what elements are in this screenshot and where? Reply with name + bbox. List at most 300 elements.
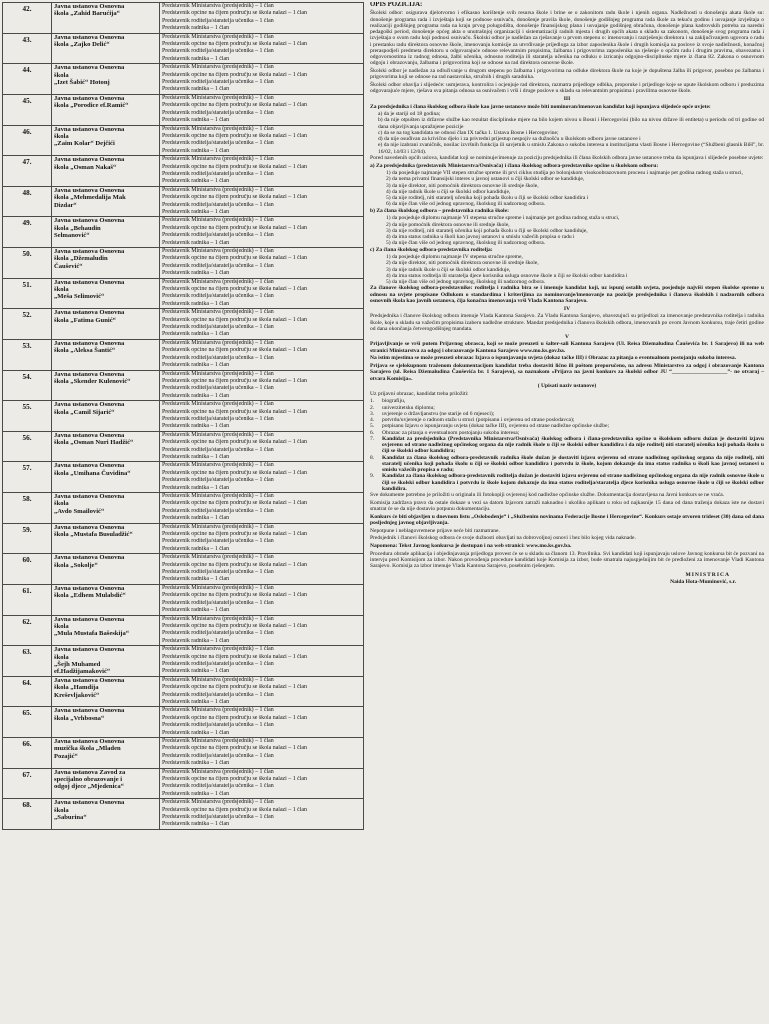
school-name-cell — [52, 462, 160, 493]
board-member-line: Predstavnik radnika – 1 član — [162, 453, 230, 460]
board-members-cell — [160, 493, 364, 524]
table-row — [3, 64, 364, 95]
school-name-cell — [52, 768, 160, 799]
school-name-line: škola „Sokolje“ — [54, 561, 98, 569]
board-members-cell — [160, 370, 364, 401]
paragraph-special-conditions: Pored navedenih općih uslova, kandidat koji se nominuje/imenuje za poziciju predsjednika ili člana školskih odbora javne ustanove treba da ispunjava i slijedeće posebne uvjete: — [370, 154, 764, 161]
attachment-number: 2. — [370, 404, 375, 411]
school-name-cell — [52, 94, 160, 125]
board-member-line: Predstavnik roditelja/staratelja učenika – 1 član — [162, 660, 274, 667]
school-name-line: Kreševljaković“ — [54, 691, 100, 699]
board-member-line: Predstavnik općine na čijem području se škola nalazi – 1 član — [162, 684, 307, 691]
school-name-line: odgoj djece „Mjedenica“ — [54, 783, 124, 791]
board-member-line: Predstavnik općine na čijem području se škola nalazi – 1 član — [162, 469, 307, 476]
school-name-line: škola „Fatima Gunić“ — [54, 316, 116, 324]
school-number: 50. — [3, 248, 52, 279]
school-name-line: Javna ustanova Osnovna — [54, 676, 125, 684]
school-name-line: škola „Mustafa Busuladžić“ — [54, 531, 133, 539]
school-name-line: Javna ustanova Osnovna — [54, 646, 125, 654]
attachment-item — [370, 455, 764, 474]
board-member-line: Predstavnik radnika – 1 član — [162, 208, 230, 215]
board-member-line: Predstavnik radnika – 1 član — [162, 484, 230, 491]
school-name-line: Selmanović“ — [54, 232, 90, 240]
school-name-line: muzička škola „Mladen — [54, 745, 121, 753]
board-member-line: Predstavnik Ministarstva (predsjednik) – 1 član — [162, 738, 274, 744]
board-members-cell — [160, 615, 364, 646]
board-member-line: Predstavnik roditelja/staratelja učenika – 1 član — [162, 109, 274, 116]
board-member-line: Predstavnik roditelja/staratelja učenika – 1 član — [162, 262, 274, 269]
board-member-line: Predstavnik Ministarstva (predsjednik) – 1 član — [162, 584, 274, 591]
school-name-cell — [52, 156, 160, 187]
table-row — [3, 554, 364, 585]
school-name-line: Javna ustanova Osnovna — [54, 370, 125, 378]
school-name-cell — [52, 584, 160, 615]
school-name-line: Javna ustanova Osnovna — [54, 738, 125, 745]
attachment-text: potpisanu Izjavu o ispunjavanju uvjeta (dokaz tačke III), ovjerenu od strane nadležne općinske službe; — [382, 423, 610, 430]
board-members-cell — [160, 125, 364, 156]
section-number-iii: III — [563, 96, 571, 103]
board-member-line: Predstavnik roditelja/staratelja učenika – 1 član — [162, 814, 274, 821]
list-item: 3) da nije radnik škole u čiji se školski odbor kandiduje, — [386, 266, 511, 273]
section-heading: OPIS POZICIJA: — [370, 2, 423, 8]
school-number: 45. — [3, 94, 52, 125]
school-name-cell — [52, 278, 160, 309]
school-name-line: Javna ustanova Osnovna — [54, 33, 125, 41]
school-name-line: „Saburina“ — [54, 814, 87, 822]
school-name-line: Javna ustanova Osnovna — [54, 339, 125, 347]
table-row — [3, 615, 364, 646]
school-name-line: „Zaim Kolar“ Dejčići — [54, 140, 115, 148]
board-member-line: Predstavnik Ministarstva (predsjednik) – 1 član — [162, 248, 274, 254]
board-member-line: Predstavnik općine na čijem području se škola nalazi – 1 član — [162, 500, 307, 507]
board-member-line: Predstavnik općine na čijem području se škola nalazi – 1 član — [162, 255, 307, 262]
board-member-line: Predstavnik radnika – 1 član — [162, 55, 230, 62]
table-row — [3, 493, 364, 524]
board-member-line: Predstavnik radnika – 1 član — [162, 821, 230, 828]
list-item: 5) da nije član više od jednog upravnog, školskog ili nadzornog odbora. — [386, 279, 546, 286]
list-item: 2) da nema privatni finansijski interes u javnoj ustanovi u čiji školski odbor se kandiduje, — [386, 176, 585, 183]
school-board-table — [2, 2, 364, 830]
table-row — [3, 676, 364, 707]
school-name-line: Javna ustanova Osnovna — [54, 309, 125, 317]
board-member-line: Predstavnik općine na čijem području se škola nalazi – 1 član — [162, 776, 307, 783]
school-number: 63. — [3, 646, 52, 677]
list-item: 6) da nije član više od jednog upravnog, školskog ili nadzornog odbora. — [386, 201, 546, 208]
paragraph-note-website: Napomena: Tekst Javnog konkursa je dostupan i na web stranici: www.mo.ks.gov.ba. — [370, 542, 572, 549]
school-name-cell — [52, 217, 160, 248]
school-name-line: škola — [54, 286, 69, 294]
board-members-cell — [160, 217, 364, 248]
school-name-line: škola „Camil Sijarić“ — [54, 408, 115, 416]
attachment-number: 3. — [370, 410, 375, 417]
board-members-cell — [160, 33, 364, 64]
school-name-cell — [52, 64, 160, 95]
board-member-line: Predstavnik radnika – 1 član — [162, 239, 230, 246]
attachment-text: univerzitetsku diplomu; — [382, 404, 435, 411]
board-members-cell — [160, 64, 364, 95]
board-member-line: Predstavnik Ministarstva (predsjednik) – 1 član — [162, 94, 274, 101]
board-member-line: Predstavnik roditelja/staratelja učenika – 1 član — [162, 477, 274, 484]
paragraph-publication: Konkurs će biti objavljen u dnevnom listu „Oslobođenje“ i „Službenim novinama Federacije Bosne i Hercegovine“. Konkurs ostaje otvoren trideset (30) dana od dana posljednjeg javnog objavljivanja. — [370, 513, 764, 526]
attachment-number: 4. — [370, 417, 375, 424]
board-member-line: Predstavnik roditelja/staratelja učenika – 1 član — [162, 446, 274, 453]
list-item: 3) da nije direktor, niti pomoćnik direktora osnovne ili srednje škole, — [386, 182, 539, 189]
school-name-line: Javna ustanova Osnovna — [54, 156, 125, 164]
school-name-cell — [52, 707, 160, 738]
table-row — [3, 156, 364, 187]
paragraph-second-instance: Školski odbor je nadležan za odlučivanje u drugom stepenu po žalbama i prigovorima na odluke direktora škole na koje je dopuštena žalba ili prigovor, posebno po žalbama i prigovorima koji se odnose na rad nastavnika, stručnih i drugih saradnika. — [370, 67, 764, 81]
board-member-line: Predstavnik Ministarstva (predsjednik) – 1 član — [162, 462, 274, 469]
board-member-line: Predstavnik radnika – 1 član — [162, 545, 230, 552]
board-member-line: Predstavnik Ministarstva (predsjednik) – 1 član — [162, 186, 274, 193]
list-item: 3) da nije roditelj, niti staratelj učenika koji pohađa školu u čiji se školski odbor kandiduje, — [386, 227, 588, 234]
school-name-line: Javna ustanova Osnovna — [54, 615, 125, 623]
school-number: 47. — [3, 156, 52, 187]
board-member-line: Predstavnik radnika – 1 član — [162, 637, 230, 644]
board-member-line: Predstavnik roditelja/staratelja učenika – 1 član — [162, 385, 274, 392]
school-number: 51. — [3, 278, 52, 309]
board-member-line: Predstavnik roditelja/staratelja učenika – 1 član — [162, 783, 274, 790]
school-number: 55. — [3, 401, 52, 432]
board-member-line: Predstavnik radnika – 1 član — [162, 790, 230, 797]
school-name-line: „Mula Mustafa Bašeskija“ — [54, 630, 130, 638]
board-member-line: Predstavnik radnika – 1 član — [162, 423, 230, 430]
list-item: 5) da nije roditelj, niti staratelj učenika koji pohađa školu u čiji se školski odbor kandidira i — [386, 195, 589, 202]
attachment-text: Obrazac za pitanja o eventualnom postojanju sukoba interesa; — [382, 429, 520, 436]
board-members-cell — [160, 156, 364, 187]
school-name-line: škola — [54, 806, 69, 814]
school-name-line: Dizdar“ — [54, 201, 77, 209]
board-member-line: Predstavnik Ministarstva (predsjednik) – 1 član — [162, 278, 274, 285]
school-name-line: Javna ustanova Osnovna — [54, 64, 125, 72]
school-name-line: škola „Behaudin — [54, 224, 101, 232]
school-number: 68. — [3, 799, 52, 830]
board-member-line: Predstavnik Ministarstva (predsjednik) – 1 član — [162, 64, 274, 71]
board-member-line: Predstavnik roditelja/staratelja učenika – 1 član — [162, 48, 274, 55]
attachment-item — [370, 473, 764, 492]
board-member-line: Predstavnik radnika – 1 član — [162, 300, 230, 307]
school-name-line: Javna ustanova Osnovna — [54, 462, 125, 470]
table-row — [3, 248, 364, 279]
board-member-line: Predstavnik roditelja/staratelja učenika – 1 član — [162, 538, 274, 545]
table-row — [3, 217, 364, 248]
board-members-cell — [160, 278, 364, 309]
board-member-line: Predstavnik radnika – 1 član — [162, 607, 230, 614]
paragraph-commission-rights: Komisija zadržava pravo da ostale dokaze u vezi sa datom Izjavom zatraži naknadno i ukoliko aplikant u roku od najkasnije 15 dana od dana traženja dokaza iste ne dostavi smatrat će se da nije dostavio potpunu dokumentaciju. — [370, 499, 764, 513]
attachment-text: Kandidat za predsjednika (Predstavnika Ministarstva/Osnivača) školskog odbora i člana-predstavnika općine u školskom odboru dužan je dostaviti izjavu ovjerenu od strane nadležnog općinskog organa da nije radnik škole u čiji se školski odbor kandidira i da nije roditelj niti staratelj učenika koji pohađa školu u čiji se školski odbor kandidira; — [382, 435, 764, 455]
list-item: 1) da posjeduje diplomu najmanje VI stepena stručne spreme i najmanje pet godina radnog staža u struci, — [386, 215, 620, 222]
attachment-text: biografiju, — [382, 398, 406, 405]
subsection-c-title: c) Za člana školskog odbora-predstavnika roditelja: — [370, 246, 493, 253]
section-number-iv: IV — [563, 306, 571, 313]
table-row — [3, 707, 364, 738]
board-member-line: Predstavnik roditelja/staratelja učenika – 1 član — [162, 569, 274, 576]
board-member-line: Predstavnik Ministarstva (predsjednik) – 1 član — [162, 707, 274, 714]
board-member-line: Predstavnik općine na čijem području se škola nalazi – 1 član — [162, 132, 307, 139]
board-member-line: Predstavnik Ministarstva (predsjednik) – 1 član — [162, 493, 274, 499]
table-row — [3, 125, 364, 156]
board-member-line: Predstavnik roditelja/staratelja učenika – 1 član — [162, 293, 274, 300]
board-member-line: Predstavnik Ministarstva (predsjednik) – 1 član — [162, 799, 274, 806]
school-name-line: Javna ustanova Osnovna — [54, 523, 125, 531]
school-name-line: Javna ustanova Osnovna — [54, 125, 125, 133]
paragraph-other-duties: Školski odbor obavlja i slijedeće: usmjerava, kontrolira i ocjenjuje rad direktora, razmatra prijedloge odbika, proporuke i prijedloge koje se upute školskom odboru i preduzima odgovarajuće mjere, rješava sva pitanja odnosa sa osnivačem i vrši i druge poslove u skladu sa relevantnim propisima i pravilima osnovne škole. — [370, 81, 764, 95]
school-number: 54. — [3, 370, 52, 401]
school-name-line: škola — [54, 500, 69, 508]
school-name-line: škola „Skender Kulenović“ — [54, 377, 131, 385]
school-name-line: „Šejh Muhamed — [54, 660, 101, 668]
board-member-line: Predstavnik Ministarstva (predsjednik) – 1 član — [162, 339, 274, 346]
table-row — [3, 523, 364, 554]
list-item: a) da je stariji od 18 godina; — [378, 111, 441, 118]
paragraph-statement-forms: Na istim mjestima se može preuzeti obrazac Izjava o ispunjavanju uvjeta (dokaz tačke III) i Obrazac za pitanja o eventualnom postojanju sukoba interesa. — [370, 355, 737, 362]
table-row — [3, 462, 364, 493]
school-name-line: škola „Zahid Barućija“ — [54, 10, 120, 18]
table-row — [3, 3, 364, 34]
school-name-cell — [52, 186, 160, 217]
board-member-line: Predstavnik roditelja/staratelja učenika – 1 član — [162, 507, 274, 514]
school-name-line: škola „Džemaludin — [54, 255, 108, 263]
board-member-line: Predstavnik općine na čijem području se škola nalazi – 1 član — [162, 561, 307, 568]
school-name-line: „Izet Šabić“ Hotonj — [54, 79, 110, 87]
section-number-v: V — [564, 334, 569, 341]
school-name-line: Pozajić“ — [54, 752, 78, 760]
school-number: 58. — [3, 493, 52, 524]
position-description-column — [370, 2, 764, 1022]
school-name-line: ef.Hadžijamaković“ — [54, 668, 111, 676]
board-member-line: Predstavnik općine na čijem području se škola nalazi – 1 član — [162, 745, 307, 752]
school-name-line: Javna ustanova Osnovna — [54, 3, 125, 10]
table-row — [3, 309, 364, 340]
school-name-cell — [52, 431, 160, 462]
paragraph-attachments-intro: Uz prijavni obrazac, kandidat treba priložiti: — [370, 390, 469, 397]
school-name-line: Javna ustanova Osnovna — [54, 186, 125, 194]
board-member-line: Predstavnik radnika – 1 član — [162, 576, 230, 583]
board-member-line: Predstavnik Ministarstva (predsjednik) – 1 član — [162, 554, 274, 561]
school-number: 43. — [3, 33, 52, 64]
list-item: e) da nije izabrani zvaničnik, nosilac izvršnih funkcija ili savjetnik u smislu Zakona o sukobu interesa u institucijama vlasti Bosne i Hercegovine (“Službeni glasnik BiH”, br. 16/02, 14/03 i 12/04). — [378, 142, 764, 155]
paragraph-incomplete-applications: Nepotpune i neblagovremene prijave neće biti razmatrane. — [370, 527, 500, 534]
board-member-line: Predstavnik radnika – 1 član — [162, 117, 230, 124]
board-member-line: Predstavnik radnika – 1 član — [162, 25, 230, 32]
board-member-line: Predstavnik općine na čijem području se škola nalazi – 1 član — [162, 163, 307, 170]
board-member-line: Predstavnik općine na čijem području se škola nalazi – 1 član — [162, 592, 307, 599]
board-member-line: Predstavnik općine na čijem području se škola nalazi – 1 član — [162, 194, 307, 201]
school-number: 44. — [3, 64, 52, 95]
board-member-line: Predstavnik roditelja/staratelja učenika – 1 član — [162, 354, 274, 361]
board-members-cell — [160, 707, 364, 738]
board-member-line: Predstavnik Ministarstva (predsjednik) – 1 član — [162, 33, 274, 40]
board-member-line: Predstavnik roditelja/staratelja učenika – 1 član — [162, 691, 274, 698]
board-members-cell — [160, 431, 364, 462]
school-name-cell — [52, 401, 160, 432]
board-member-line: Predstavnik roditelja/staratelja učenika – 1 član — [162, 722, 274, 729]
board-member-line: Predstavnik općine na čijem području se škola nalazi – 1 član — [162, 347, 307, 354]
paragraph-procedure: Procedura obrade aplikacija i objedinjavanja prijedloga provest će se u skladu sa članom 13. Pravilnika. Svi kandidati koji ispunjavaju uslove Javnog konkursa bit će pozvani na intervju pred Komisijom za izbor. Nakon provođenja procedure kandidati koje Komisija za izbor, bude smatrala najuspješnijim bit će predloženi za imenovanje Vladi Kantona Sarajevo. Komisija za izbor imenuje Vlada Kantona Sarajevo, posebnim rješenjem. — [370, 550, 764, 570]
institution-name-hint: ( Upisati naziv ustanove) — [537, 383, 597, 390]
paragraph-voluntary-basis: Predsjednik i članovi školskog odbora će svoje dužnosti obavljati na dobrovoljnoj osnovi i bez bilo kojeg vida naknade. — [370, 535, 636, 542]
board-member-line: Predstavnik općine na čijem području se škola nalazi – 1 član — [162, 806, 307, 813]
attachment-number: 9. — [370, 473, 375, 480]
board-members-cell — [160, 799, 364, 830]
board-member-line: Predstavnik Ministarstva (predsjednik) – 1 član — [162, 370, 274, 377]
school-name-line: škola „Vrhbosna“ — [54, 714, 105, 722]
board-members-cell — [160, 676, 364, 707]
board-member-line: Predstavnik Ministarstva (predsjednik) – 1 član — [162, 676, 274, 683]
school-number: 53. — [3, 339, 52, 370]
board-member-line: Predstavnik Ministarstva (predsjednik) – 1 član — [162, 217, 274, 224]
school-name-line: Javna ustanova Osnovna — [54, 94, 125, 102]
paragraph-application-form: Prijavljivanje se vrši putem Prijavnog obrasca, koji se može preuzeti u šalter-sali Kantona Sarajevo (Ul. Reisa Džemaludina Čauševića br. 1 Sarajevo) ili na web stranici Ministarstva za odgoj i obrazovanje Kantona Sarajevo www.mo.ks.gov.ba. — [370, 341, 764, 354]
school-name-cell — [52, 339, 160, 370]
paragraph-documents-originals: Sve dokumente potrebno je priložiti u originalu ili fotokopiji ovjerenoj kod nadležne općinske službe. Dokumentacija dostavljena na Javni konkurs se ne vraća. — [370, 492, 725, 499]
school-name-line: Javna ustanova Osnovna — [54, 799, 125, 807]
school-name-line: škola „Edhem Mulabdić“ — [54, 592, 126, 600]
school-name-line: škola „Mehmedalija Mak — [54, 194, 126, 202]
school-name-cell — [52, 799, 160, 830]
board-member-line: Predstavnik općine na čijem području se škola nalazi – 1 član — [162, 316, 307, 323]
table-row — [3, 278, 364, 309]
subsection-a-title: a) Za predsjednika (predstavnik Ministarstva/Osnivača) i člana školskog odbora-predstavnike općine u školskom odboru: — [370, 162, 659, 169]
table-row — [3, 799, 364, 830]
school-name-line: škola „Zajko Delić“ — [54, 41, 110, 49]
school-number: 57. — [3, 462, 52, 493]
board-member-line: Predstavnik radnika – 1 član — [162, 392, 230, 399]
school-name-line: Javna ustanova Osnovna — [54, 431, 125, 439]
board-member-line: Predstavnik Ministarstva (predsjednik) – 1 član — [162, 3, 274, 9]
attachment-text: Kandidat za člana školskog odbora-predstavnik roditelja dužan je dostaviti izjavu ovjerenu od strane nadležnog općinskog organa da nije radnik osnovne škole u čiji se školski odbor kandidira i potvrdu iz škole kojom dokazuje da ima status roditelja/staratelja djece korisnika usluga osnovne škole u čiji se školski odbor kandidira. — [382, 473, 764, 492]
school-name-line: „Meša Selimović“ — [54, 293, 105, 301]
signature-title: MINISTRICA — [685, 572, 730, 579]
attachment-number: 6. — [370, 429, 375, 436]
school-number: 67. — [3, 768, 52, 799]
school-name-cell — [52, 125, 160, 156]
school-number: 49. — [3, 217, 52, 248]
table-row — [3, 768, 364, 799]
school-name-line: Javna ustanova Osnovna — [54, 401, 125, 409]
board-member-line: Predstavnik roditelja/staratelja učenika – 1 član — [162, 170, 274, 177]
attachment-number: 5. — [370, 423, 375, 430]
board-member-line: Predstavnik općine na čijem području se škola nalazi – 1 član — [162, 286, 307, 293]
board-member-line: Predstavnik roditelja/staratelja učenika – 1 član — [162, 232, 274, 239]
list-item: b) da nije otpušten iz državne službe kao rezultat disciplinske mjere na bilo kojem nivou u Bosni i Hercegovini (bilo na nivou države ili entiteta) u periodu od tri godine od dana objavljivanja upražnjene pozicije — [378, 117, 764, 130]
list-item: c) da se na tog kandidata ne odnosi član IX tačka 1. Ustava Bosne i Hercegovine; — [378, 129, 559, 136]
school-name-cell — [52, 370, 160, 401]
list-item: 1) da posjeduje diplomu najmanje IV stepena stručne spreme, — [386, 254, 523, 261]
school-name-line: škola „Umihana Čuvidina“ — [54, 469, 131, 477]
board-members-cell — [160, 646, 364, 677]
school-number: 59. — [3, 523, 52, 554]
board-member-line: Predstavnik općine na čijem području se škola nalazi – 1 član — [162, 653, 307, 660]
attachment-text: potvrdu/uvjerenje o radnom stažu u struci (potpisanu i ovjerenu od strane poslodavca); — [382, 417, 575, 424]
board-member-line: Predstavnik roditelja/staratelja učenika – 1 član — [162, 630, 274, 637]
board-member-line: Predstavnik općine na čijem području se škola nalazi – 1 član — [162, 439, 307, 446]
school-name-cell — [52, 615, 160, 646]
school-name-line: škola — [54, 622, 69, 630]
subsection-c-list — [370, 254, 764, 285]
board-member-line: Predstavnik općine na čijem području se škola nalazi – 1 član — [162, 714, 307, 721]
board-member-line: Predstavnik općine na čijem području se škola nalazi – 1 član — [162, 622, 307, 629]
board-member-line: Predstavnik roditelja/staratelja učenika – 1 član — [162, 201, 274, 208]
school-number: 66. — [3, 738, 52, 769]
board-member-line: Predstavnik roditelja/staratelja učenika – 1 član — [162, 17, 274, 24]
board-members-cell — [160, 186, 364, 217]
school-number: 42. — [3, 3, 52, 34]
board-member-line: Predstavnik roditelja/staratelja učenika – 1 član — [162, 140, 274, 147]
school-number: 60. — [3, 554, 52, 585]
general-conditions-list — [370, 111, 764, 155]
board-member-line: Predstavnik općine na čijem području se škola nalazi – 1 član — [162, 71, 307, 78]
list-item: 4) da ima status roditelja ili staratelja djece korisnika usluga osnovne škole u čiji se školski odbor kandidira i — [386, 272, 628, 279]
school-name-cell — [52, 738, 160, 769]
school-name-cell — [52, 33, 160, 64]
paragraph-board-duties: Školski odbor: osigurava djelotvorno i efikasno korištenje svih resursa škole i brine se o zakonitom radu škole i njenih organa. Nadležnosti u donošenju akata škole su: donošenje programa rada i izvještaja koji se podnose osnivaču, donošenje pravila škole, donošenje godišnjeg programa rada škole za tekuću godinu i usvajanje izvještaja o realizaciji godišnjeg programa rada na kraju prvog polugodišta, donošenje finansijskog plana i usvajanje godišnjeg obračuna, donošenje plana kadrovskih potreba za naredni pedagoški period, donošenje općeg akta o unutrašnjoj organizaciji i sistematizaciji radnih mjesta i drugih općih akata u skladu sa zakonom, donošenje svog programa rada i izvještaja o svom radu koji podnosi osnivaču. Školski odbor je nadležan za rješavanje u prvom stepenu o: imenovanju i razrješenju direktora i sa zaključivanjem ugovora o radu i prestanku radu direktora osnovne škole, imenovanju komisije za utvrđivanje prijedloga za izbor zaposlenika škole i drugih komisija na poslove iz svoje nadležnosti, konačnoj preraspodjeli predmeta direktoru u odgovarajuće odnose relevantnim propisima, žalbama i prigovorima zaposlenika na rješenje o općim radu i drugim pravima, obavezama i odgovornostima iz radnog odnosa, žalbi učenika, odnosno roditelja ili staratelja učenika na odluku o izricanju odgojno-disciplinske mjere iz člana 82. Zakona o osnovnom odgoju i obrazovanju, žalbama i prigovorima koji se odnose na rad direktora osnovne škole. — [370, 10, 764, 67]
subsection-a-list — [370, 170, 764, 208]
board-members-cell — [160, 3, 364, 34]
school-name-line: škola — [54, 653, 69, 661]
school-name-cell — [52, 493, 160, 524]
school-name-line: Čaušević“ — [54, 262, 83, 270]
board-member-line: Predstavnik Ministarstva (predsjednik) – 1 član — [162, 768, 274, 775]
board-members-cell — [160, 248, 364, 279]
school-name-line: škola „Porodice ef.Ramić“ — [54, 102, 129, 110]
board-members-cell — [160, 584, 364, 615]
board-member-line: Predstavnik roditelja/staratelja učenika – 1 član — [162, 415, 274, 422]
list-item: 2) da nije direktor, niti pomoćnik direktora osnovne ili srednje škole, — [386, 260, 539, 267]
list-item: 1) da posjeduje najmanje VII stepen stručne spreme ili prvi ciklus studija po bolonjskom visokoobrazovnom procesu i najmanje pet godina radnog staža u struci, — [386, 170, 743, 177]
list-item: 4) da ima status radnika u školi kao javnoj ustanovi u smislu važećih propisa o radu i — [386, 234, 575, 241]
subsection-b-list — [370, 215, 764, 246]
attachment-text: uvjerenje o državljanstvu (ne starije od 6 mjeseci); — [382, 410, 495, 417]
board-member-line: Predstavnik radnika – 1 član — [162, 147, 230, 154]
board-member-line: Predstavnik općine na čijem području se škola nalazi – 1 član — [162, 408, 307, 415]
board-member-line: Predstavnik radnika – 1 član — [162, 760, 230, 767]
school-name-cell — [52, 554, 160, 585]
board-member-line: Predstavnik općine na čijem području se škola nalazi – 1 član — [162, 531, 307, 538]
board-members-cell — [160, 554, 364, 585]
board-member-line: Predstavnik Ministarstva (predsjednik) – 1 član — [162, 401, 274, 408]
table-row — [3, 584, 364, 615]
school-name-line: Javna ustanova Osnovna — [54, 707, 125, 715]
school-name-line: Javna ustanova Osnovna — [54, 248, 125, 255]
school-name-line: Javna ustanova Osnovna — [54, 554, 125, 562]
school-name-line: škola „Hamdija — [54, 684, 99, 692]
board-member-line: Predstavnik radnika – 1 član — [162, 362, 230, 369]
board-member-line: Predstavnik radnika – 1 član — [162, 86, 230, 93]
board-member-line: Predstavnik roditelja/staratelja učenika – 1 član — [162, 752, 274, 759]
board-member-line: Predstavnik općine na čijem području se škola nalazi – 1 član — [162, 224, 307, 231]
signature-name: Naida Hota-Muminović, s.r. — [670, 578, 736, 585]
board-members-cell — [160, 738, 364, 769]
board-member-line: Predstavnik radnika – 1 član — [162, 668, 230, 675]
school-name-cell — [52, 646, 160, 677]
list-item: d) da nije osuđivan za krivično djelo i za privredni prijestup nespojiv sa dužnošću u školskom odboru javne ustanove i — [378, 136, 641, 143]
board-member-line: Predstavnik radnika – 1 član — [162, 178, 230, 185]
board-member-line: Predstavnik roditelja/staratelja učenika – 1 član — [162, 324, 274, 331]
school-name-line: škola „Osman Nuri Hadžić“ — [54, 439, 134, 447]
attachment-text: Kandidat za člana školskog odbora-predstavnik radnika škole dužan je dostaviti izjavu ovjerenu od strane nadležnog općinskog organa da nije roditelj, niti staratelj učenika koji pohađa školu u čiji se školski odbor kandidira i potvrdu iz škole, kojom dokazuje da ima status radnika u školi kao javnoj ustanovi u smislu važećih propisa o radu; — [382, 454, 764, 474]
school-number: 46. — [3, 125, 52, 156]
school-name-line: Javna ustanova Osnovna — [54, 584, 125, 592]
board-member-line: Predstavnik Ministarstva (predsjednik) – 1 član — [162, 156, 274, 163]
board-member-line: Predstavnik roditelja/staratelja učenika – 1 član — [162, 599, 274, 606]
board-member-line: Predstavnik Ministarstva (predsjednik) – 1 član — [162, 523, 274, 530]
list-item: 5) da nije član više od jednog upravnog, školskog ili nadzornog odbora. — [386, 240, 546, 247]
board-members-cell — [160, 401, 364, 432]
school-number: 56. — [3, 431, 52, 462]
board-member-line: Predstavnik općine na čijem području se škola nalazi – 1 član — [162, 102, 307, 109]
board-member-line: Predstavnik općine na čijem području se škola nalazi – 1 član — [162, 10, 307, 17]
